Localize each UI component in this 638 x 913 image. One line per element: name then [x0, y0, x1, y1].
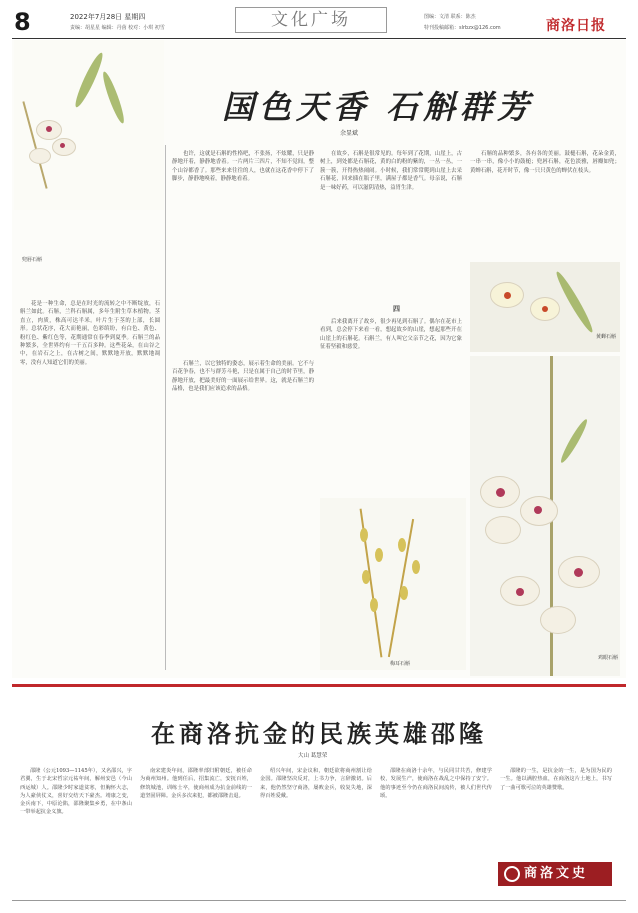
caption-right-middle: 黄蝉石斛 — [596, 334, 617, 340]
caption-right-bottom: 鸡眼石斛 — [598, 655, 619, 661]
column-seal-label — [498, 862, 612, 886]
history-column-4: 邵隆在商洛十余年，与民同甘共苦，修建学校，发展生产，使商洛在战乱之中保持了安宁。他的事迹至今仍在商洛民间流传，被人们世代传颂。 — [380, 768, 492, 799]
feature-column-4: 后来我离开了故乡，很少再见到石斛了。偶尔在花市上看到，总会停下来看一看，想起故乡的山崖，想起那些开在山崖上的石斛花。石斛兰，有人叫它父亲节之花，因为它象征着坚毅和慈爱。 — [320, 319, 462, 351]
header-email: 特刊投稿邮箱：slrbzx@126.com — [424, 25, 501, 31]
history-column-3: 绍兴年间，宋金议和，朝廷欲将商州割让给金国。邵隆坚决反对，上书力争，言辞激切。后来，他仍然坚守商洛，屡败金兵，收复失地，深得百姓爱戴。 — [260, 768, 372, 799]
section-marker: 四 — [393, 304, 400, 313]
feature-column-5: 石斛的品种繁多，各有各的美丽。鼓槌石斛，花朵金黄，一串一串，像小小的鼓槌；兜唇石斛，花色淡雅，唇瓣如兜；黄蝉石斛，花开时节，像一只只黄色的蝉伏在枝头。 — [470, 151, 620, 174]
feature-column-1: 花是一种生命，总是在时光的流转之中不断绽放，石斛兰如此。石斛，兰科石斛属，多年生附生草本植物。茎直立，肉质，株高可达半米。叶片生于茎的上部，长圆形。总状花序，花大而艳丽，色彩缤纷，有白色、黄色、粉红色、紫红色等，花期通常在春季到夏季。石斛兰的品种繁多，全世界约有一千五百多种。这些花朵，在山谷之中，在岩石之上，在古树之间，默默地开放，默默地凋零，没有人知道它们的美丽。 — [20, 301, 160, 366]
seal-circle-icon — [504, 866, 520, 882]
feature-column-6: 石斛兰，以它独特的姿态，展示着生命的美丽。它不与百花争春，也不与群芳斗艳，只是在属于自己的时节里，静静地开放，把最美好的一面展示给世界。这，就是石斛兰的品格，也是我们应该追求的品格。 — [172, 361, 314, 393]
column-divider — [165, 145, 166, 670]
feature-author: 余显斌 — [340, 130, 359, 137]
article-divider-band — [12, 684, 626, 687]
seal-text: 商洛文史 — [524, 866, 589, 881]
section-title: 文化广场 — [235, 7, 387, 33]
caption-left-top: 兜唇石斛 — [22, 257, 43, 263]
orchid-photo-white — [470, 356, 620, 676]
editors-line: 责编：胡星星 编辑：丹茵 校对：小琪 初雪 — [70, 25, 165, 31]
footer-rule — [12, 900, 626, 901]
history-article-author: 大山 葛慧荣 — [298, 753, 328, 759]
caption-center-bottom: 梅耳石斛 — [390, 661, 411, 667]
feature-column-3: 在故乡，石斛是很常见的。每年到了花期，山崖上，古树上，到处都是石斛花，黄的白的粉的紫的，一丛一丛，一簇一簇，开得热热闹闹。小时候，我们常常爬到山崖上去采石斛花，回来插在瓶子里，满屋子都是香气。母亲说，石斛是一味好药，可以滋阴清热，益胃生津。 — [320, 151, 462, 191]
orchid-photo-buds — [320, 498, 466, 670]
issue-date: 2022年7月28日 星期四 — [70, 13, 146, 21]
header-contact: 图编：文清 联系：陈杰 — [424, 14, 476, 20]
history-column-1: 邵隆（公元1093—1145年），又名邵兴，字君翼，生于北宋哲宗元祐年间，解州安邑（今山西运城）人。邵隆少时家道贫寒，但胸怀大志，为人豪侠仗义，喜好交结天下豪杰。靖康之变，金兵南下，中原沦陷，邵隆聚集乡勇，在中条山一带举起抗金义旗。 — [20, 768, 132, 816]
orchid-illustration-left — [14, 40, 164, 210]
brand-logo: 商洛日报 — [546, 18, 606, 34]
header-rule — [12, 38, 626, 39]
page-number: 8 — [14, 8, 31, 36]
history-column-5: 邵隆的一生，是抗金的一生，是为国为民的一生。他以满腔热血，在商洛这片土地上，书写了一曲可歌可泣的英雄赞歌。 — [500, 768, 612, 791]
history-column-2: 南宋建炎年间，邵隆率部归附朝廷，被任命为商州知州。他到任后，招集流亡，安抚百姓，修筑城池，训练士卒，使商州成为抗金前线的一道坚固屏障。金兵多次来犯，都被邵隆击退。 — [140, 768, 252, 799]
feature-column-2: 也许，这就是石斛的性格吧，不张扬，不炫耀，只是静静地开着，静静地香着。一片两片三四片，不知不觉间，整个山谷都香了。那些来来往往的人，也就在这花香中停下了脚步，静静地嗅着，静静地看着。 — [172, 151, 314, 183]
history-article-title: 在商洛抗金的民族英雄邵隆 — [151, 719, 487, 748]
feature-title: 国色天香 石斛群芳 — [222, 88, 535, 126]
